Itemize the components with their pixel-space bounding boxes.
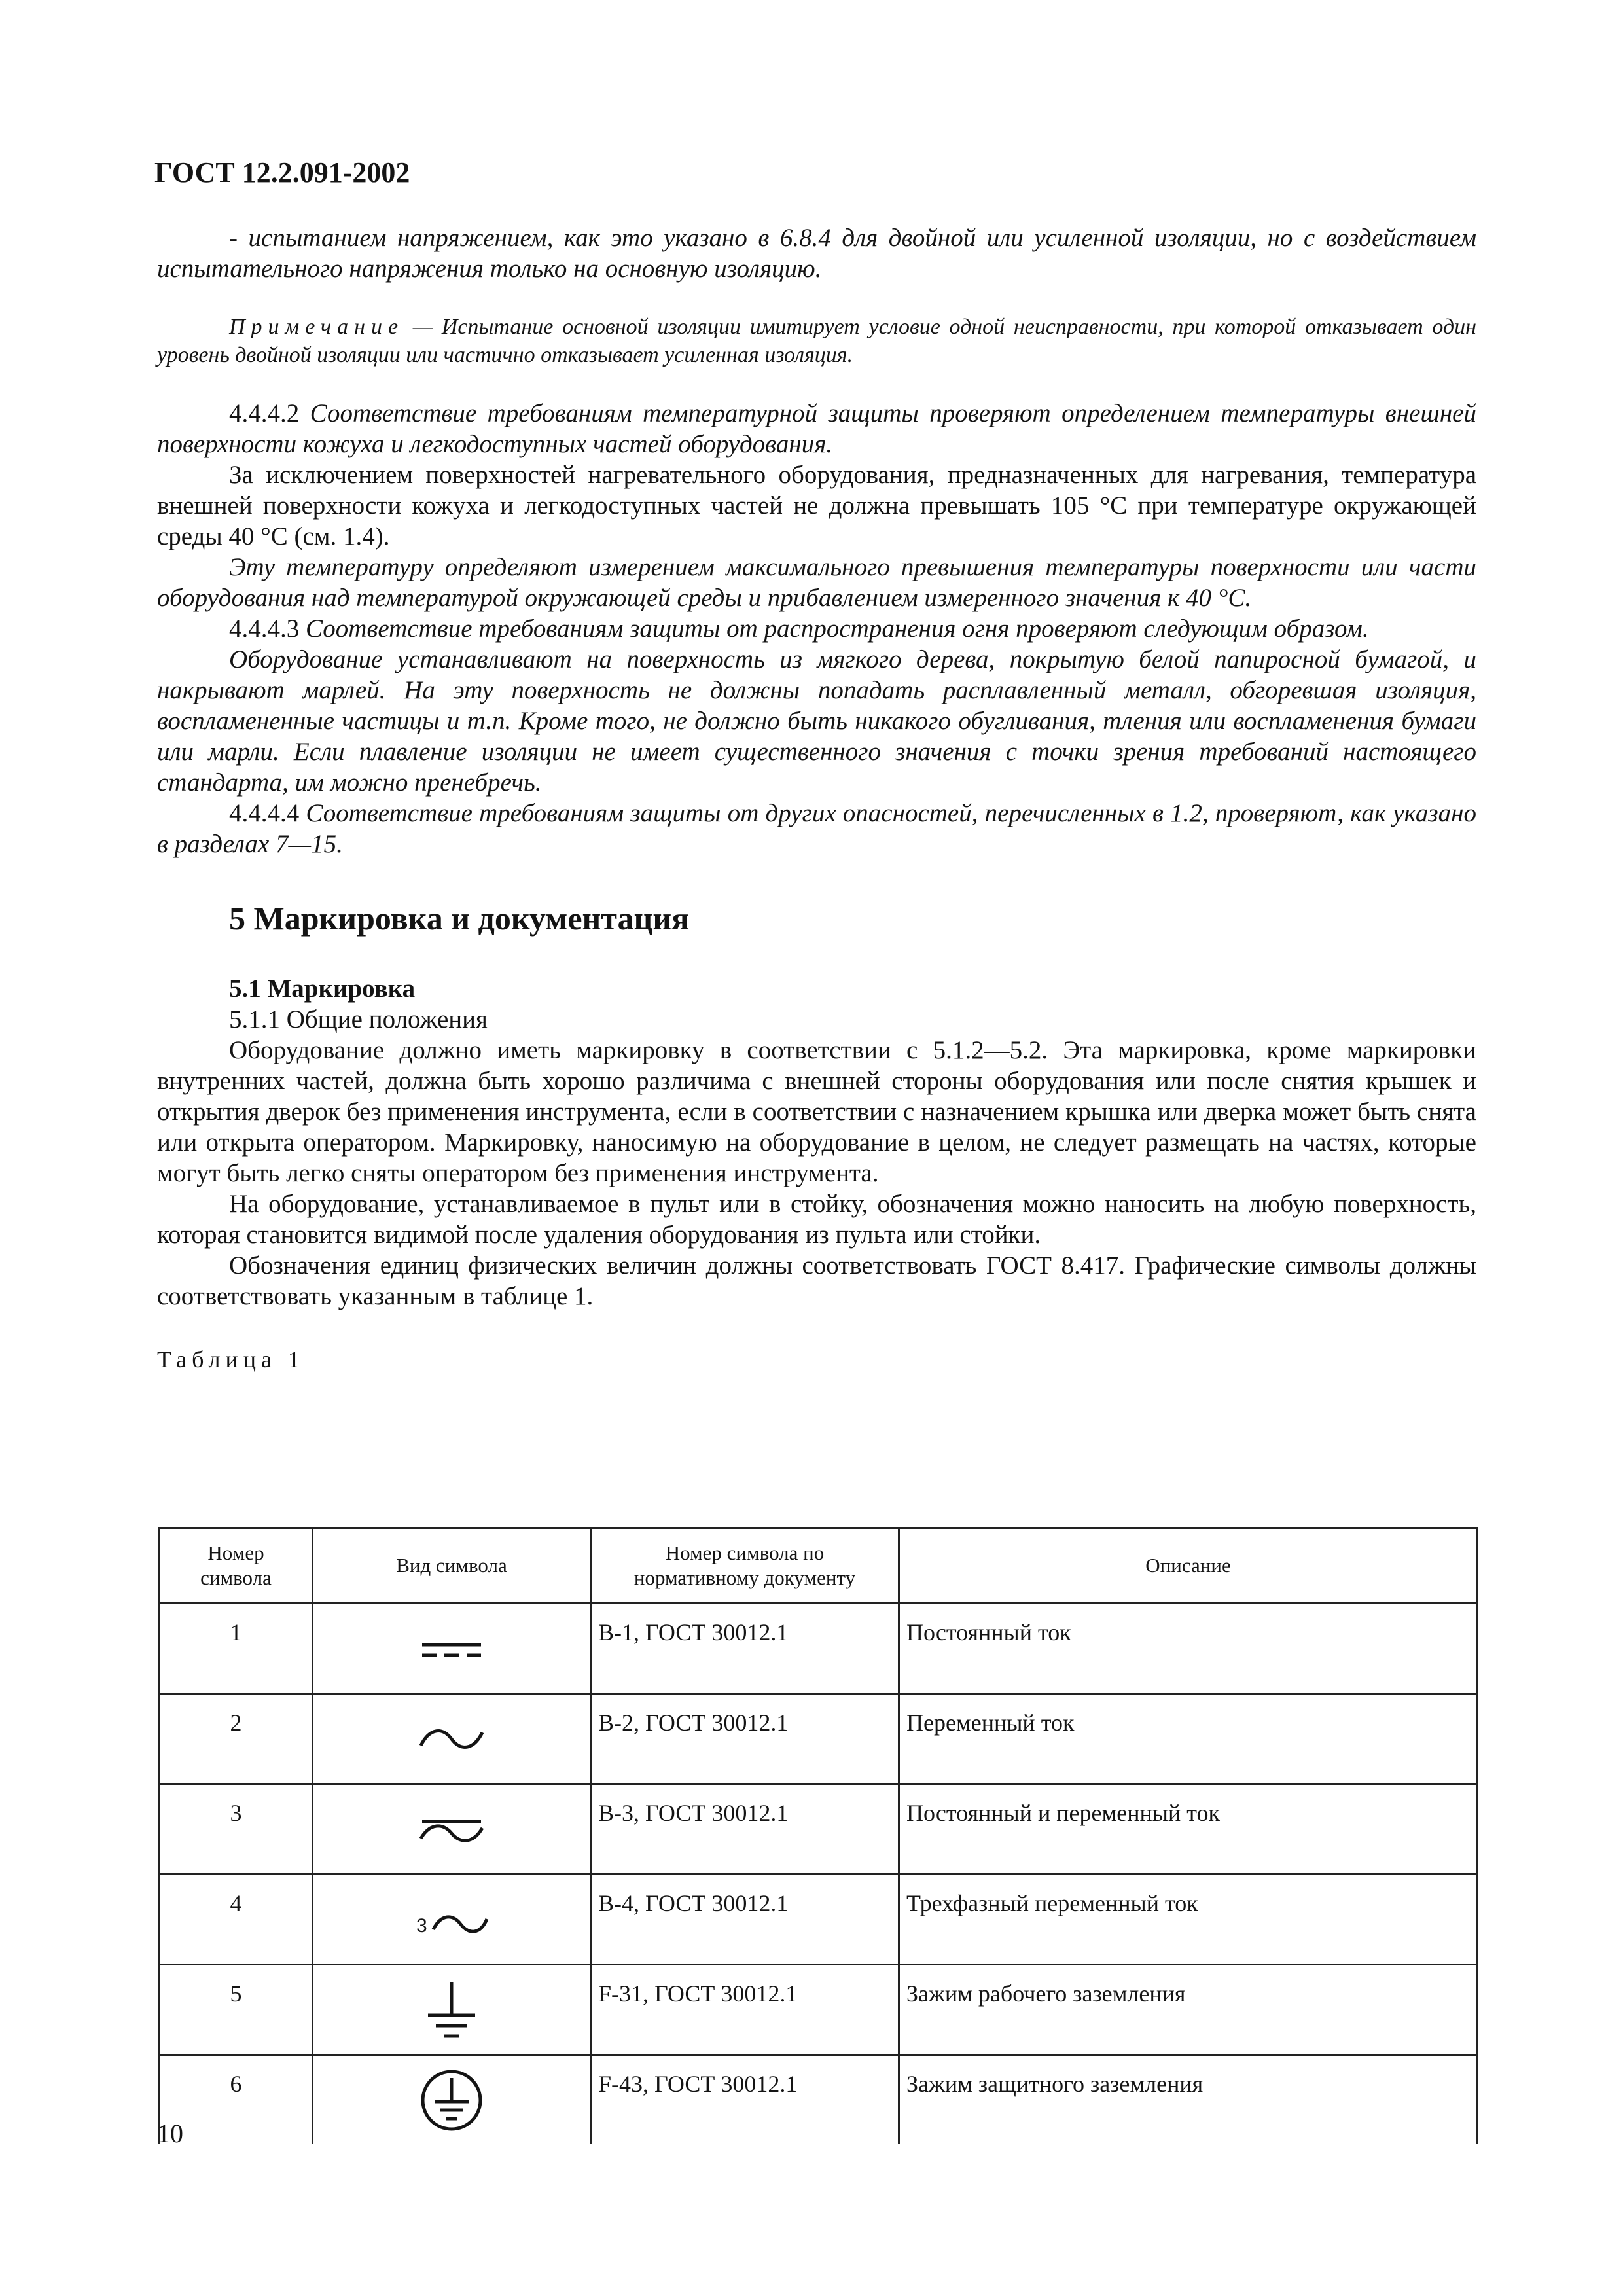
row-description: Зажим рабочего заземления — [899, 1965, 1478, 2055]
document-body — [157, 223, 1476, 1375]
header-symbol-reference: Номер символа по нормативному документу — [591, 1528, 899, 1604]
row-number: 6 — [160, 2055, 313, 2145]
row-description: Зажим защитного заземления — [899, 2055, 1478, 2145]
paragraph-marking-units: Обозначения единиц физических величин должны соответствовать ГОСТ 8.417. Графические символы должны соответствовать указанным в таблице 1. — [157, 1251, 1476, 1310]
table-row — [160, 1784, 1478, 1874]
three-phase-ac-icon — [412, 1897, 491, 1943]
paragraph-temperature-limit: За исключением поверхностей нагревательного оборудования, предназначенных для нагревания, температура внешней поверхности кожуха и легкодоступных частей не должна превышать 105 °С при температуре окружающей среды 40 °С (см. 1.4). — [157, 461, 1476, 550]
clause-4-4-4-2 — [157, 398, 1476, 459]
row-number: 3 — [160, 1784, 313, 1874]
table-row — [160, 1694, 1478, 1784]
row-number: 1 — [160, 1604, 313, 1694]
clause-4-4-4-4 — [157, 798, 1476, 859]
note — [157, 313, 1476, 369]
paragraph-temperature-method: Эту температуру определяют измерением максимального превышения температуры поверхности или части оборудования над температурой окружающей среды и прибавлением измеренного значения к 40 °С. — [157, 553, 1476, 612]
row-description: Постоянный ток — [899, 1604, 1478, 1694]
paragraph-fire-test: Оборудование устанавливают на поверхность из мягкого дерева, покрытую белой папиросной бумагой, и накрывают марлей. На эту поверхность не должны попадать расплавленный металл, обгоревшая изоляция, воспламененные частицы и т.п. Кроме того, не должно быть никакого обугливания, тления или воспламенения бумаги или марли. Если плавление изоляции не имеет существенного значения с точки зрения требований настоящего стандарта, им можно пренебречь. — [157, 645, 1476, 797]
row-number: 4 — [160, 1874, 313, 1965]
subsection-5-1-1-title: 5.1.1 Общие положения — [229, 1005, 488, 1033]
row-reference: В-2, ГОСТ 30012.1 — [591, 1694, 899, 1784]
row-number: 5 — [160, 1965, 313, 2055]
row-reference: В-1, ГОСТ 30012.1 — [591, 1604, 899, 1694]
clause-4-4-4-3 — [157, 613, 1476, 644]
table-row — [160, 1604, 1478, 1694]
note-text: — Испытание основной изоляции имитирует условие одной неисправности, при которой отказывает один уровень двойной изоляции или частично отказывает усиленная изоляция. — [157, 315, 1476, 367]
clause-text: Соответствие требованиям защиты от распространения огня проверяют следующим образом. — [299, 615, 1369, 643]
row-reference: F-43, ГОСТ 30012.1 — [591, 2055, 899, 2145]
table-row — [160, 1965, 1478, 2055]
row-reference: В-4, ГОСТ 30012.1 — [591, 1874, 899, 1965]
ac-current-icon — [416, 1719, 488, 1759]
table-row — [160, 2055, 1478, 2145]
protective-earth-icon — [419, 2068, 484, 2133]
paragraph-marking-general: Оборудование должно иметь маркировку в соответствии с 5.1.2—5.2. Эта маркировка, кроме маркировки внутренних частей, должна быть хорошо различима с внешней стороны оборудования или после снятия крышек и открытия дверок без применения инструмента, если в соответствии с назначением крышка или дверка может быть снята или открыта оператором. Маркировку, наносимую на оборудование в целом, не следует размещать на частях, которые могут быть легко сняты оператором без применения инструмента. — [157, 1036, 1476, 1187]
ac-dc-current-icon — [416, 1810, 488, 1849]
table-row — [160, 1874, 1478, 1965]
row-description: Постоянный и переменный ток — [899, 1784, 1478, 1874]
paragraph-voltage-test: - испытанием напряжением, как это указано в 6.8.4 для двойной или усиленной изоляции, но с воздействием испытательного напряжения только на основную изоляцию. — [157, 224, 1476, 283]
clause-text: Соответствие требованиям температурной защиты проверяют определением температуры внешней поверхности кожуха и легкодоступных частей оборудования. — [157, 399, 1476, 458]
dc-current-icon — [416, 1629, 488, 1668]
row-reference: В-3, ГОСТ 30012.1 — [591, 1784, 899, 1874]
row-description: Трехфазный переменный ток — [899, 1874, 1478, 1965]
note-label: Примечание — [229, 315, 404, 339]
header-description: Описание — [899, 1528, 1478, 1604]
subsection-5-1-title: 5.1 Маркировка — [229, 975, 416, 1003]
three-phase-label: 3 — [416, 1914, 427, 1937]
table-caption: Таблица 1 — [157, 1346, 305, 1372]
header-symbol-number: Номер символа — [160, 1528, 313, 1604]
clause-text: Соответствие требованиям защиты от других опасностей, перечисленных в 1.2, проверяют, как указано в разделах 7—15. — [157, 799, 1476, 858]
document-header: ГОСТ 12.2.091-2002 — [154, 156, 410, 188]
row-number: 2 — [160, 1694, 313, 1784]
table-header-row — [160, 1528, 1478, 1604]
section-5-title: 5 Маркировка и документация — [229, 900, 690, 937]
paragraph-marking-rack: На оборудование, устанавливаемое в пульт или в стойку, обозначения можно наносить на любую поверхность, которая становится видимой после удаления оборудования из пульта или стойки. — [157, 1190, 1476, 1249]
header-symbol-view: Вид символа — [313, 1528, 591, 1604]
clause-number: 4.4.4.4 — [229, 799, 300, 827]
clause-number: 4.4.4.2 — [229, 399, 300, 427]
clause-number: 4.4.4.3 — [229, 615, 300, 643]
row-description: Переменный ток — [899, 1694, 1478, 1784]
row-reference: F-31, ГОСТ 30012.1 — [591, 1965, 899, 2055]
functional-earth-icon — [419, 1977, 484, 2043]
symbols-table — [158, 1527, 1478, 2144]
page-number: 10 — [157, 2119, 183, 2148]
